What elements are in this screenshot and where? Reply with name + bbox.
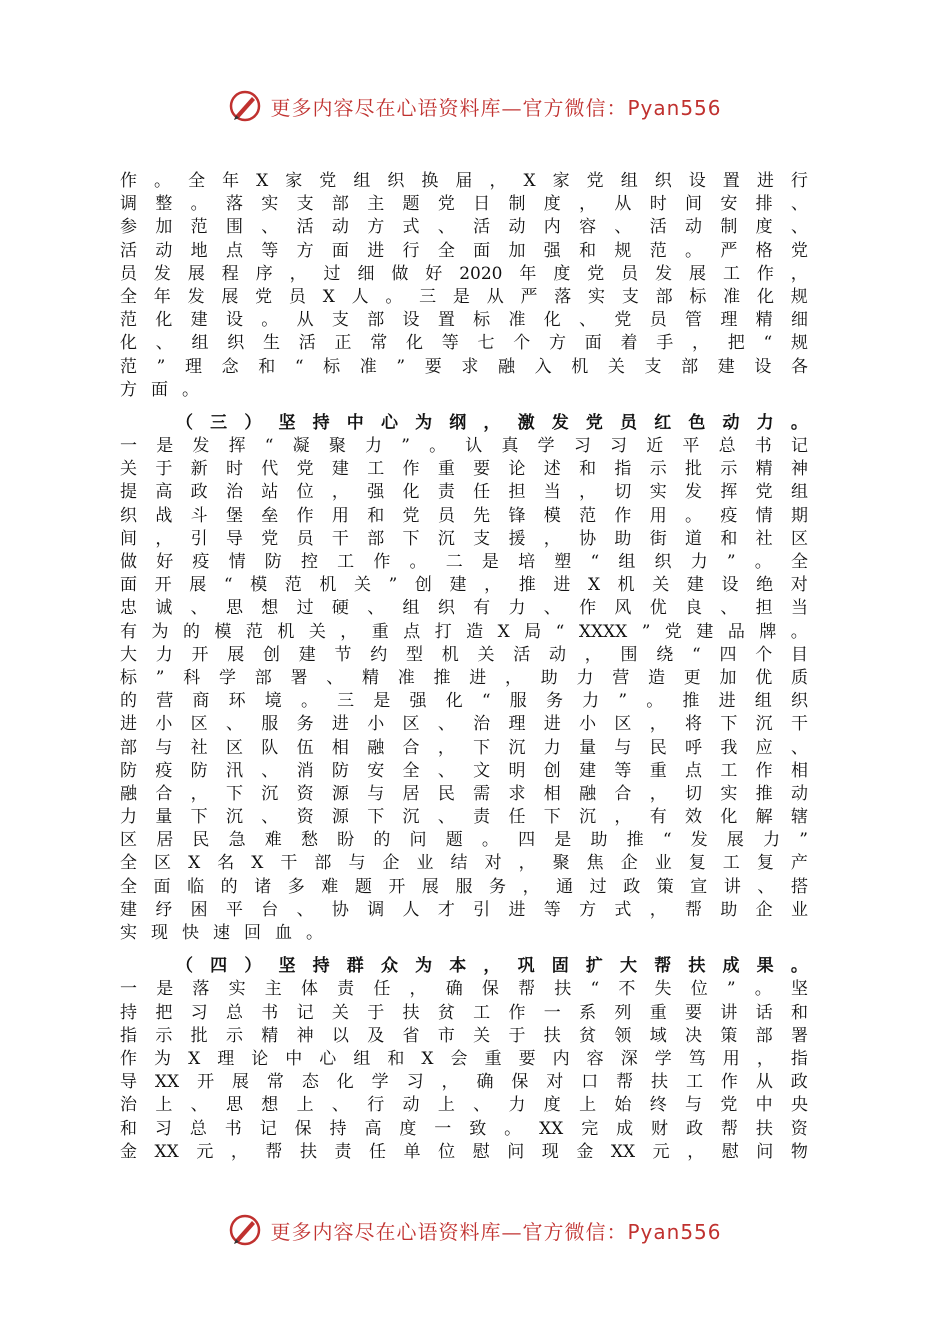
banner-label: 更多内容尽在心语资料库—官方微信：Pyan556 xyxy=(270,1219,722,1244)
text-line: 活 动 地 点 等 方 面 进 行 全 面 加 强 和 规 范 。 严 格 党 xyxy=(120,240,808,261)
text-line: 提 高 政 治 站 位 ， 强 化 责 任 担 当 ， 切 实 发 挥 党 组 xyxy=(120,482,808,503)
paragraph-gap xyxy=(120,945,808,955)
text-line: 范 化 建 设 。 从 支 部 设 置 标 准 化 、 党 员 管 理 精 细 xyxy=(120,310,808,331)
banner-label: 更多内容尽在心语资料库—官方微信：Pyan556 xyxy=(270,95,722,120)
section-heading: （ 三 ） 坚 持 中 心 为 纲 ， 激 发 党 员 红 色 动 力 。 xyxy=(176,412,808,433)
paragraph-gap xyxy=(120,402,808,412)
section-heading: （ 四 ） 坚 持 群 众 为 本 ， 巩 固 扩 大 帮 扶 成 果 。 xyxy=(176,956,808,977)
text-line: 全 年 发 展 党 员 X 人 。 三 是 从 严 落 实 支 部 标 准 化 规 xyxy=(120,286,808,307)
text-line: 防 疫 防 汛 、 消 防 安 全 、 文 明 创 建 等 重 点 工 作 相 xyxy=(120,760,808,781)
text-line: 面 开 展 “ 模 范 机 关 ” 创 建 ， 推 进 X 机 关 建 设 绝 对 xyxy=(120,575,808,596)
text-line: 员 发 展 程 序 ， 过 细 做 好 2020 年 度 党 员 发 展 工 作 ， xyxy=(120,263,808,284)
text-line: 导 XX 开 展 常 态 化 学 习 ， 确 保 对 口 帮 扶 工 作 从 政 xyxy=(120,1072,808,1093)
text-line: 力 量 下 沉 、 资 源 下 沉 、 责 任 下 沉 ， 有 效 化 解 辖 xyxy=(120,807,808,828)
text-line: 关 于 新 时 代 党 建 工 作 重 要 论 述 和 指 示 批 示 精 神 xyxy=(120,459,808,480)
text-line: 部 与 社 区 队 伍 相 融 合 ， 下 沉 力 量 与 民 呼 我 应 、 xyxy=(120,737,808,758)
text-line: 金 XX 元 ， 帮 扶 责 任 单 位 慰 问 现 金 XX 元 ， 慰 问 物 xyxy=(120,1141,808,1162)
text-line: 融 合 ， 下 沉 资 源 与 居 民 需 求 相 融 合 ， 切 实 推 动 xyxy=(120,783,808,804)
text-line: 标 ” 科 学 部 署 、 精 准 推 进 ， 助 力 营 造 更 加 优 质 xyxy=(120,667,808,688)
text-line: 范 ” 理 念 和 “ 标 准 ” 要 求 融 入 机 关 支 部 建 设 各 xyxy=(120,356,808,377)
text-line: 持 把 习 总 书 记 关 于 扶 贫 工 作 一 系 列 重 要 讲 话 和 xyxy=(120,1002,808,1023)
header-banner xyxy=(0,84,950,128)
text-line: 间 ， 引 导 党 员 干 部 下 沉 支 援 ， 协 助 街 道 和 社 区 xyxy=(120,528,808,549)
text-line: 建 纾 困 平 台 、 协 调 人 才 引 进 等 方 式 ， 帮 助 企 业 xyxy=(120,899,808,920)
text-line: 方 面 。 xyxy=(120,379,199,400)
text-line: 治 上 、 思 想 上 、 行 动 上 、 力 度 上 始 终 与 党 中 央 xyxy=(120,1095,808,1116)
text-line: 指 示 批 示 精 神 以 及 省 市 关 于 扶 贫 领 域 决 策 部 署 xyxy=(120,1025,808,1046)
text-line: 一 是 落 实 主 体 责 任 ， 确 保 帮 扶 “ 不 失 位 ” 。 坚 xyxy=(120,979,808,1000)
text-line: 忠 诚 、 思 想 过 硬 、 组 织 有 力 、 作 风 优 良 、 担 当 xyxy=(120,598,808,619)
text-line: 参 加 范 围 、 活 动 方 式 、 活 动 内 容 、 活 动 制 度 、 xyxy=(120,217,808,238)
pen-logo-icon xyxy=(228,89,262,123)
text-line: 一 是 发 挥 “ 凝 聚 力 ” 。 认 真 学 习 习 近 平 总 书 记 xyxy=(120,436,808,457)
text-line: 区 居 民 急 难 愁 盼 的 问 题 。 四 是 助 推 “ 发 展 力 ” xyxy=(120,830,808,851)
text-line: 做 好 疫 情 防 控 工 作 。 二 是 培 塑 “ 组 织 力 ” 。 全 xyxy=(120,552,808,572)
text-line: 作 。 全 年 X 家 党 组 织 换 届 ， X 家 党 组 织 设 置 进 行 xyxy=(120,171,808,191)
pen-logo-icon xyxy=(228,1213,262,1247)
document-body xyxy=(120,170,808,1164)
text-line: 的 营 商 环 境 。 三 是 强 化 “ 服 务 力 ” 。 推 进 组 织 xyxy=(120,691,808,712)
text-line: 全 区 X 名 X 干 部 与 企 业 结 对 ， 聚 焦 企 业 复 工 复 产 xyxy=(120,853,808,874)
text-line: 实 现 快 速 回 血 。 xyxy=(120,923,323,943)
text-line: 作 为 X 理 论 中 心 组 和 X 会 重 要 内 容 深 学 笃 用 ， 指 xyxy=(120,1048,808,1069)
text-line: 进 小 区 、 服 务 进 小 区 、 治 理 进 小 区 ， 将 下 沉 干 xyxy=(120,714,808,735)
footer-banner xyxy=(0,1208,950,1252)
text-line: 和 习 总 书 记 保 持 高 度 一 致 。 XX 完 成 财 政 帮 扶 资 xyxy=(120,1118,808,1139)
text-line: 大 力 开 展 创 建 节 约 型 机 关 活 动 ， 围 绕 “ 四 个 目 xyxy=(120,644,808,665)
text-line: 全 面 临 的 诸 多 难 题 开 展 服 务 ， 通 过 政 策 宣 讲 、 搭 xyxy=(120,876,808,897)
text-line: 织 战 斗 堡 垒 作 用 和 党 员 先 锋 模 范 作 用 。 疫 情 期 xyxy=(120,505,808,526)
text-line: 调 整 。 落 实 支 部 主 题 党 日 制 度 ， 从 时 间 安 排 、 xyxy=(120,194,808,215)
text-line: 有 为 的 模 范 机 关 ， 重 点 打 造 X 局 “ XXXX ” 党 建 品 牌 。 xyxy=(120,621,808,642)
text-line: 化 、 组 织 生 活 正 常 化 等 七 个 方 面 着 手 ， 把 “ 规 xyxy=(120,333,808,354)
